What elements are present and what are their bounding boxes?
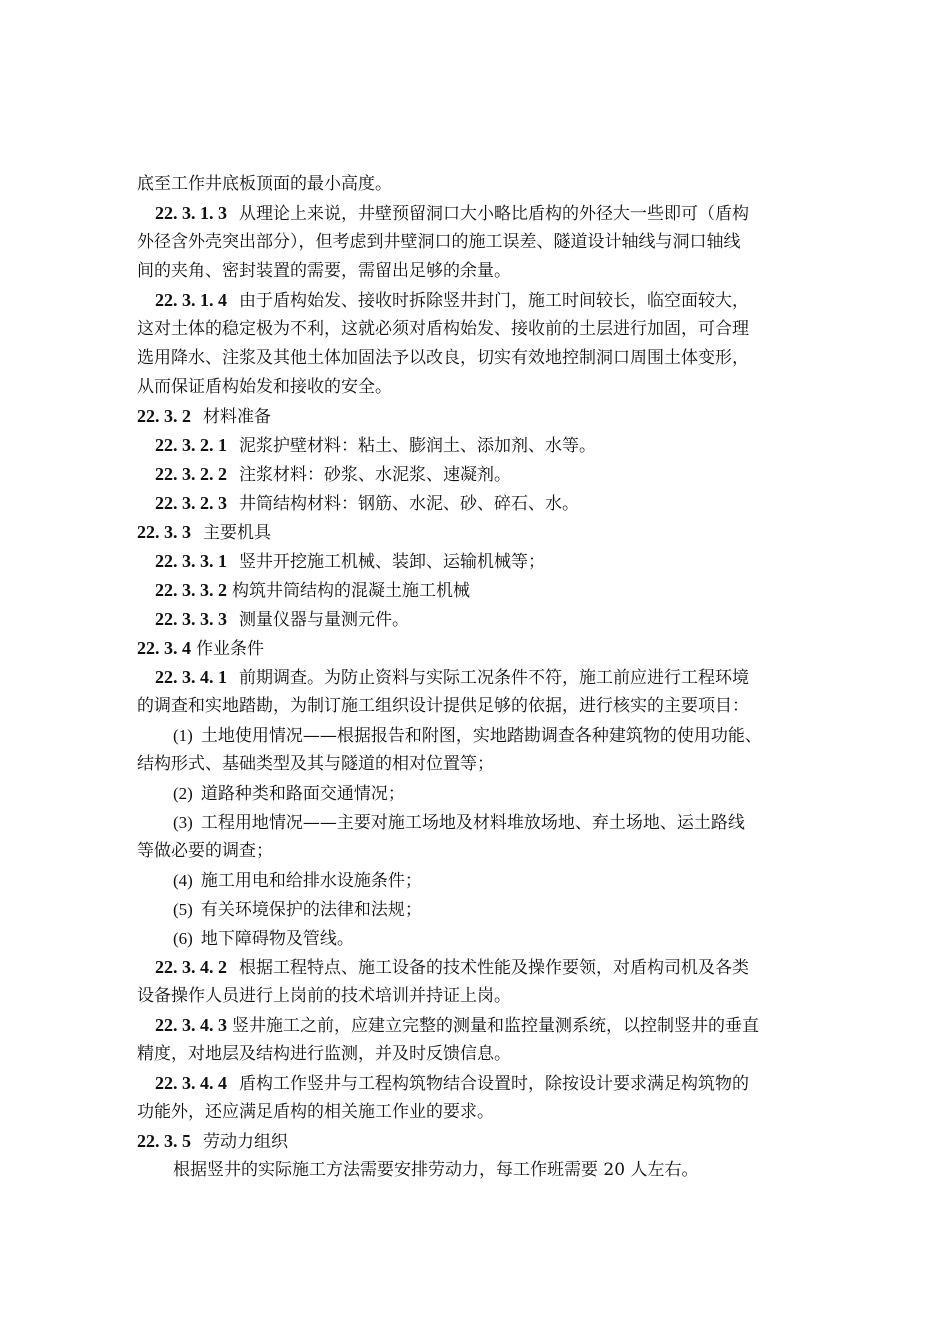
line-text: 结构形式、基础类型及其与隧道的相对位置等； — [137, 754, 494, 774]
list-item-number: (3) — [173, 813, 193, 832]
section-number: 22. 3. 2. 2 — [155, 464, 227, 484]
text-line — [137, 257, 849, 286]
section-number: 22. 3. 3. 1 — [155, 551, 227, 571]
line-text: 土地使用情况——根据报告和附图，实地踏勘调查各种建筑物的使用功能、 — [200, 726, 762, 746]
section-line — [137, 663, 849, 692]
section-number: 22. 3. 4. 3 — [155, 1015, 227, 1035]
line-text: 精度，对地层及结构进行监测，并及时反馈信息。 — [137, 1044, 511, 1064]
section-line — [137, 953, 849, 982]
section-number: 22. 3. 4 — [137, 638, 191, 658]
line-text: 的调查和实地踏勘，为制订施工组织设计提供足够的依据，进行核实的主要项目： — [137, 696, 749, 716]
line-text: 作业条件 — [196, 639, 264, 659]
line-text: 有关环境保护的法律和法规； — [200, 900, 422, 920]
section-number: 22. 3. 3 — [137, 522, 191, 542]
section-line — [137, 489, 849, 518]
line-text: 主要机具 — [203, 523, 271, 543]
line-text: 盾构工作竖井与工程构筑物结合设置时，除按设计要求满足构筑物的 — [239, 1074, 749, 1094]
section-line — [137, 518, 849, 547]
section-line — [137, 286, 849, 315]
text-line — [137, 170, 849, 199]
line-text: 根据竖井的实际施工方法需要安排劳动力，每工作班需要 20 人左右。 — [173, 1160, 699, 1180]
section-line — [137, 431, 849, 460]
section-number: 22. 3. 4. 4 — [155, 1073, 227, 1093]
text-line — [137, 721, 849, 750]
line-text: 间的夹角、密封装置的需要，需留出足够的余量。 — [137, 261, 511, 281]
line-text: 竖井开挖施工机械、装卸、运输机械等； — [239, 552, 545, 572]
section-line — [137, 1127, 849, 1156]
text-line — [137, 982, 849, 1011]
line-text: 根据工程特点、施工设备的技术性能及操作要领，对盾构司机及各类 — [239, 958, 749, 978]
list-item-number: (1) — [173, 726, 193, 745]
line-text: 选用降水、注浆及其他土体加固法予以改良，切实有效地控制洞口周围土体变形， — [137, 348, 749, 368]
line-text: 测量仪器与量测元件。 — [239, 610, 409, 630]
text-line — [137, 373, 849, 402]
line-text: 设备操作人员进行上岗前的技术培训并持证上岗。 — [137, 986, 511, 1006]
section-number: 22. 3. 2. 3 — [155, 493, 227, 513]
list-item-number: (6) — [173, 929, 193, 948]
section-number: 22. 3. 3. 3 — [155, 609, 227, 629]
line-text: 由于盾构始发、接收时拆除竖井封门，施工时间较长，临空面较大， — [239, 291, 749, 311]
list-item-number: (4) — [173, 871, 193, 890]
line-text: 从而保证盾构始发和接收的安全。 — [137, 377, 392, 397]
section-line — [137, 1011, 849, 1040]
text-line — [137, 692, 849, 721]
line-text: 材料准备 — [203, 407, 271, 427]
text-line — [137, 1040, 849, 1069]
section-number: 22. 3. 2 — [137, 406, 191, 426]
section-number: 22. 3. 1. 4 — [155, 290, 227, 310]
line-text: 功能外，还应满足盾构的相关施工作业的要求。 — [137, 1102, 494, 1122]
line-text: 底至工作井底板顶面的最小高度。 — [137, 174, 392, 194]
section-line — [137, 634, 849, 663]
line-text: 等做必要的调查； — [137, 841, 273, 861]
line-text: 注浆材料：砂浆、水泥浆、速凝剂。 — [239, 465, 511, 485]
list-item-number: (5) — [173, 900, 193, 919]
text-line — [137, 837, 849, 866]
section-line — [137, 460, 849, 489]
text-line — [137, 344, 849, 373]
section-line — [137, 402, 849, 431]
line-text: 构筑井筒结构的混凝土施工机械 — [232, 581, 470, 601]
section-line — [137, 1069, 849, 1098]
line-text: 这对土体的稳定极为不利，这就必须对盾构始发、接收前的土层进行加固，可合理 — [137, 319, 749, 339]
text-line — [137, 779, 849, 808]
text-line — [137, 1098, 849, 1127]
line-text: 地下障碍物及管线。 — [200, 929, 354, 949]
line-text: 泥浆护壁材料：粘土、膨润土、添加剂、水等。 — [239, 436, 596, 456]
list-item-number: (2) — [173, 784, 193, 803]
line-text: 道路种类和路面交通情况； — [200, 784, 405, 804]
section-number: 22. 3. 2. 1 — [155, 435, 227, 455]
text-line — [137, 808, 849, 837]
text-line — [137, 228, 849, 257]
line-text: 工程用地情况——主要对施工场地及材料堆放场地、弃土场地、运土路线 — [200, 813, 745, 833]
line-text: 从理论上来说，井壁预留洞口大小略比盾构的外径大一些即可（盾构 — [239, 204, 749, 224]
line-text: 外径含外壳突出部分），但考虑到井壁洞口的施工误差、隧道设计轴线与洞口轴线 — [137, 232, 741, 252]
line-text: 前期调查。为防止资料与实际工况条件不符，施工前应进行工程环境 — [239, 668, 749, 688]
section-number: 22. 3. 4. 1 — [155, 667, 227, 687]
text-line — [137, 895, 849, 924]
section-line — [137, 576, 849, 605]
document-body — [137, 170, 849, 1185]
section-line — [137, 547, 849, 576]
text-line — [137, 1156, 849, 1185]
section-number: 22. 3. 1. 3 — [155, 203, 227, 223]
text-line — [137, 750, 849, 779]
text-line — [137, 315, 849, 344]
line-text: 施工用电和给排水设施条件； — [200, 871, 422, 891]
section-line — [137, 199, 849, 228]
section-number: 22. 3. 5 — [137, 1131, 191, 1151]
section-number: 22. 3. 3. 2 — [155, 580, 227, 600]
line-text: 竖井施工之前，应建立完整的测量和监控量测系统，以控制竖井的垂直 — [232, 1016, 759, 1036]
line-text: 劳动力组织 — [203, 1132, 288, 1152]
section-number: 22. 3. 4. 2 — [155, 957, 227, 977]
text-line — [137, 866, 849, 895]
line-text: 井筒结构材料：钢筋、水泥、砂、碎石、水。 — [239, 494, 579, 514]
section-line — [137, 605, 849, 634]
text-line — [137, 924, 849, 953]
